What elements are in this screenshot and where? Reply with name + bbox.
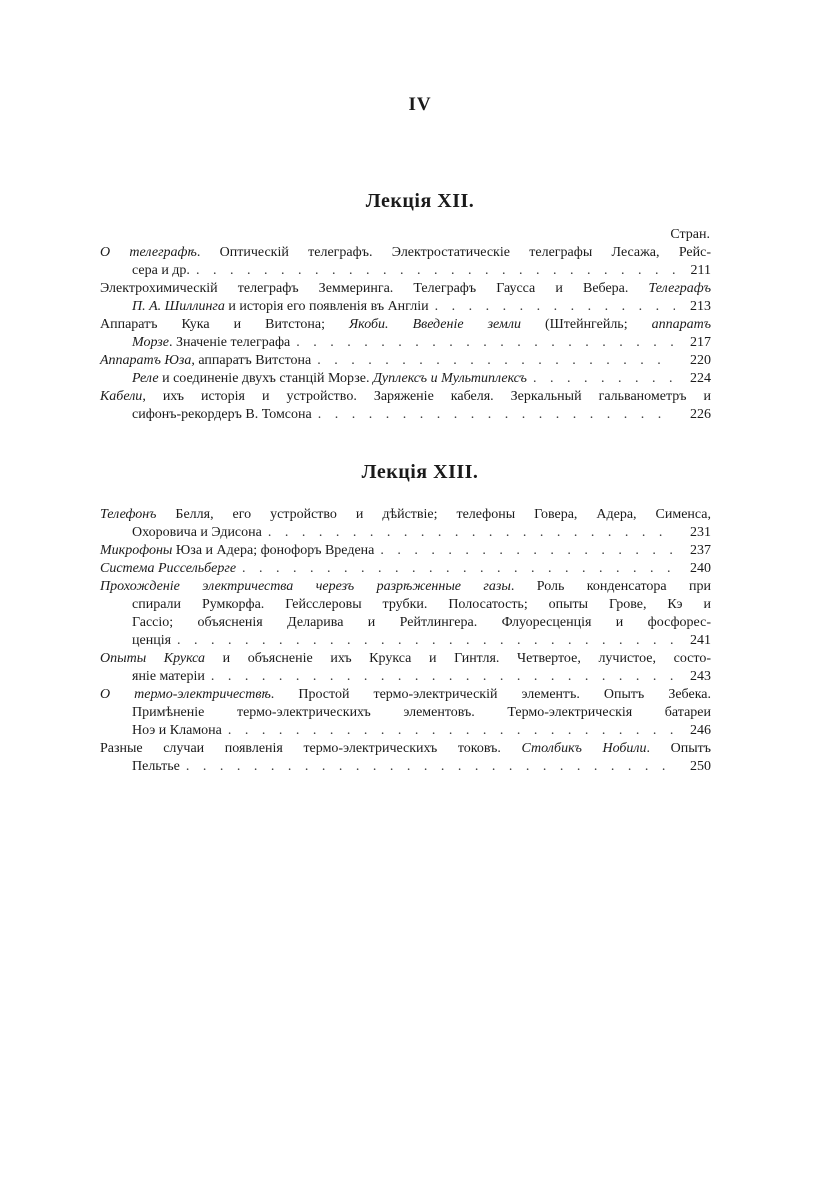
toc-italic-term: Микрофоны bbox=[100, 543, 173, 558]
toc-italic-term: Столбикъ Нобили bbox=[521, 741, 647, 756]
toc-entry-line bbox=[100, 740, 711, 758]
toc-entry-line bbox=[100, 632, 711, 650]
toc-entry-line bbox=[100, 370, 711, 388]
toc-entry-line bbox=[100, 560, 711, 578]
toc-text-run: . Простой термо-электрическій элементъ. Опытъ Зебека. bbox=[270, 687, 712, 702]
toc-entry bbox=[100, 578, 711, 650]
toc-entry bbox=[100, 352, 711, 370]
toc-text-run: Аппаратъ Кука и Витстона; bbox=[100, 317, 349, 332]
toc-text-run: и соединеніе двухъ станцій Морзе. bbox=[158, 371, 373, 386]
toc-entry-text bbox=[132, 370, 527, 388]
page-column-header: Стран. bbox=[670, 227, 710, 242]
toc-entry-line bbox=[100, 334, 711, 352]
dot-leader bbox=[196, 262, 675, 280]
toc-entry-line bbox=[100, 614, 711, 632]
toc-text-run: яніе матеріи bbox=[132, 669, 205, 684]
toc-entry-text bbox=[132, 298, 429, 316]
toc-text-run: , аппаратъ Витстона bbox=[191, 353, 312, 368]
toc-entry-text bbox=[100, 506, 711, 524]
toc-entry-line bbox=[100, 722, 711, 740]
toc-text-run: Пельтье bbox=[132, 759, 180, 774]
toc-entry-line bbox=[100, 758, 711, 776]
toc-page-number: 241 bbox=[690, 633, 711, 648]
page-number: IV bbox=[408, 94, 432, 115]
toc-text-run: спирали Румкорфа. Гейсслеровы трубки. Полосатость; опыты Грове, Кэ и bbox=[132, 597, 711, 612]
toc-text-run: и исторія его появленія въ Англіи bbox=[224, 299, 429, 314]
toc-italic-term: Дуплексъ и Мультиплексъ bbox=[372, 371, 527, 386]
toc-entry bbox=[100, 560, 711, 578]
toc-italic-term: Кабели bbox=[100, 389, 143, 404]
toc-italic-term: Реле bbox=[132, 371, 159, 386]
toc-entry-text bbox=[132, 524, 262, 542]
toc-page-number: 217 bbox=[690, 335, 711, 350]
toc-entry-line bbox=[100, 668, 711, 686]
toc-entry-text bbox=[100, 280, 711, 298]
dot-leader bbox=[435, 298, 675, 316]
toc-page-number: 246 bbox=[690, 723, 711, 738]
toc-entry-line bbox=[100, 596, 711, 614]
toc-entry-line bbox=[100, 506, 711, 524]
toc-text-run: Белля, его устройство и дѣйствіе; телефоны Говера, Адера, Сименса, bbox=[156, 507, 711, 522]
toc-entry-text bbox=[132, 262, 190, 280]
toc-entry-text bbox=[132, 722, 222, 740]
toc-page-number: 226 bbox=[690, 407, 711, 422]
toc-text-run: Электрохимическій телеграфъ Земмеринга. Телеграфъ Гаусса и Вебера. bbox=[100, 281, 649, 296]
toc-entry-text bbox=[132, 406, 312, 424]
toc-page-number: 220 bbox=[690, 353, 711, 368]
toc-page-number: 231 bbox=[690, 525, 711, 540]
toc-text-run: (Штейнгейль; bbox=[520, 317, 652, 332]
dot-leader bbox=[186, 758, 675, 776]
dot-leader bbox=[242, 560, 675, 578]
toc-entry bbox=[100, 316, 711, 352]
toc-lecture-xiii bbox=[100, 506, 711, 776]
toc-entry-line bbox=[100, 352, 711, 370]
toc-entry-line bbox=[100, 406, 711, 424]
toc-entry-text bbox=[100, 352, 311, 370]
toc-entry-line bbox=[100, 704, 711, 722]
toc-entry-line bbox=[100, 262, 711, 280]
toc-page-number: 243 bbox=[690, 669, 711, 684]
dot-leader bbox=[268, 524, 675, 542]
toc-entry-text bbox=[100, 542, 374, 560]
toc-text-run: Гассіо; объясненія Деларива и Рейтлингера. Флуоресценція и фосфорес- bbox=[132, 615, 711, 630]
toc-text-run: . Значеніе телеграфа bbox=[168, 335, 291, 350]
toc-italic-term: Система Риссельберге bbox=[100, 561, 237, 576]
dot-leader bbox=[380, 542, 675, 560]
toc-entry-text bbox=[132, 614, 711, 632]
toc-entry-line bbox=[100, 280, 711, 298]
toc-entry-text bbox=[100, 244, 711, 262]
toc-entry-text bbox=[100, 740, 711, 758]
toc-entry bbox=[100, 506, 711, 542]
toc-entry-line bbox=[100, 298, 711, 316]
toc-text-run: Примѣненіе термо-электрическихъ элементовъ. Термо-электрическія батареи bbox=[132, 705, 711, 720]
toc-entry-text bbox=[132, 596, 711, 614]
toc-text-run: . Роль конденсатора при bbox=[510, 579, 711, 594]
toc-page-number: 224 bbox=[690, 371, 711, 386]
toc-text-run: и объясненіе ихъ Крукса и Гинтля. Четвертое, лучистое, состо- bbox=[205, 651, 711, 666]
toc-entry-text bbox=[132, 668, 205, 686]
toc-entry-text bbox=[100, 578, 711, 596]
lecture-title-xiii: Лекція XIII. bbox=[361, 461, 479, 483]
toc-lecture-xii bbox=[100, 244, 711, 424]
toc-entry-text bbox=[100, 650, 711, 668]
dot-leader bbox=[211, 668, 675, 686]
toc-entry bbox=[100, 740, 711, 776]
toc-entry-text bbox=[100, 686, 711, 704]
dot-leader bbox=[533, 370, 675, 388]
toc-entry-line bbox=[100, 542, 711, 560]
dot-leader bbox=[296, 334, 675, 352]
toc-entry-text bbox=[132, 334, 290, 352]
toc-text-run: Разные случаи появленія термо-электрическихъ токовъ. bbox=[100, 741, 522, 756]
dot-leader bbox=[318, 406, 675, 424]
toc-entry-line bbox=[100, 244, 711, 262]
toc-italic-term: Опыты Крукса bbox=[100, 651, 206, 666]
toc-text-run: сифонъ-рекордеръ В. Томсона bbox=[132, 407, 312, 422]
toc-entry bbox=[100, 686, 711, 740]
toc-italic-term: Прохожденіе электричества черезъ разрѣженные газы bbox=[100, 579, 511, 594]
toc-italic-term: Морзе bbox=[132, 335, 169, 350]
toc-entry-line bbox=[100, 388, 711, 406]
toc-entry-line bbox=[100, 578, 711, 596]
toc-entry bbox=[100, 542, 711, 560]
toc-entry-text bbox=[100, 388, 711, 406]
toc-text-run: ценція bbox=[132, 633, 172, 648]
toc-page-number: 213 bbox=[690, 299, 711, 314]
toc-entry-line bbox=[100, 316, 711, 334]
toc-italic-term: О термо-электричествѣ bbox=[100, 687, 271, 702]
toc-entry-line bbox=[100, 650, 711, 668]
toc-entry-text bbox=[100, 316, 711, 334]
toc-italic-term: Телефонъ bbox=[100, 507, 157, 522]
toc-text-run: . Опытъ bbox=[646, 741, 711, 756]
toc-entry-line bbox=[100, 524, 711, 542]
toc-entry bbox=[100, 388, 711, 424]
toc-entry-text bbox=[132, 632, 171, 650]
toc-text-run: Ноэ и Кламона bbox=[132, 723, 222, 738]
toc-text-run: Охоровича и Эдисона bbox=[132, 525, 262, 540]
toc-page-number: 211 bbox=[690, 263, 711, 278]
dot-leader bbox=[228, 722, 675, 740]
dot-leader bbox=[177, 632, 675, 650]
toc-italic-term: П. А. Шиллинга bbox=[132, 299, 225, 314]
toc-entry bbox=[100, 280, 711, 316]
toc-entry-text bbox=[100, 560, 236, 578]
toc-entry-text bbox=[132, 704, 711, 722]
toc-text-run: . Оптическій телеграфъ. Электростатическіе телеграфы Лесажа, Рейс- bbox=[196, 245, 711, 260]
toc-entry bbox=[100, 650, 711, 686]
toc-italic-term: аппаратъ bbox=[651, 317, 711, 332]
toc-page-number: 240 bbox=[690, 561, 711, 576]
toc-italic-term: Аппаратъ Юза bbox=[100, 353, 192, 368]
toc-italic-term: Телеграфъ bbox=[648, 281, 711, 296]
toc-text-run: Юза и Адера; фонофоръ Вредена bbox=[172, 543, 375, 558]
toc-text-run: сера и др. bbox=[132, 263, 190, 278]
toc-italic-term: Якоби. Введеніе земли bbox=[348, 317, 521, 332]
toc-text-run: , ихъ исторія и устройство. Заряженіе кабеля. Зеркальный гальванометръ и bbox=[142, 389, 711, 404]
lecture-title-xii: Лекція XII. bbox=[365, 190, 475, 212]
toc-entry-text bbox=[132, 758, 180, 776]
toc-entry bbox=[100, 370, 711, 388]
toc-page-number: 250 bbox=[690, 759, 711, 774]
toc-entry bbox=[100, 244, 711, 280]
dot-leader bbox=[317, 352, 675, 370]
toc-italic-term: О телеграфѣ bbox=[100, 245, 197, 260]
toc-entry-line bbox=[100, 686, 711, 704]
toc-page-number: 237 bbox=[690, 543, 711, 558]
